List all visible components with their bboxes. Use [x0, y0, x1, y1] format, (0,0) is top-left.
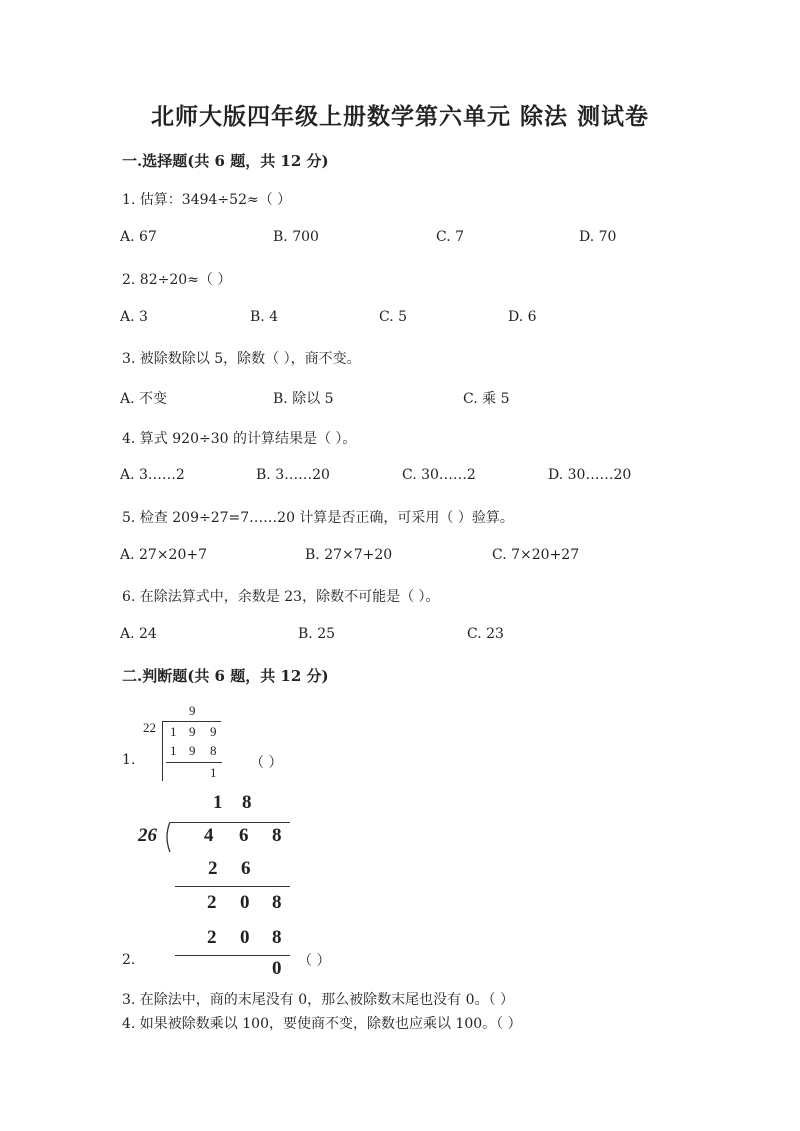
judge-4: 4. 如果被除数乘以 100，要使商不变，除数也应乘以 100。（ ）	[122, 1016, 522, 1032]
j1-product-d3: 8	[210, 743, 217, 758]
j2-sub-bar-1	[175, 886, 290, 887]
j1-product-d2: 9	[189, 743, 196, 758]
q3-option-c[interactable]: C. 乘 5	[463, 391, 510, 407]
question-5: 5. 检查 209÷27=7……20 计算是否正确，可采用（ ）验算。	[122, 510, 514, 526]
q2-option-c[interactable]: C. 5	[379, 309, 408, 325]
j2-quotient-d2: 8	[242, 792, 252, 813]
q5-option-a[interactable]: A. 27×20+7	[120, 547, 208, 563]
j1-remainder: 1	[210, 765, 217, 780]
q1-option-a[interactable]: A. 67	[120, 229, 157, 245]
q2-option-d[interactable]: D. 6	[508, 309, 537, 325]
judge-1-number: 1.	[122, 752, 136, 768]
j2-step2-d1: 2	[207, 892, 217, 913]
judge-1-answer-paren[interactable]: （ ）	[250, 755, 283, 771]
j2-quotient-d1: 1	[213, 792, 223, 813]
j1-bracket	[162, 721, 163, 781]
j1-quotient: 9	[189, 703, 196, 718]
j2-step1-d2: 6	[241, 858, 251, 879]
q6-option-b[interactable]: B. 25	[298, 626, 336, 642]
question-6: 6. 在除法算式中，余数是 23，除数不可能是（ ）。	[122, 589, 440, 605]
j2-dividend-d3: 8	[272, 825, 282, 846]
q4-option-a[interactable]: A. 3……2	[120, 467, 185, 483]
j2-step2-d3: 8	[272, 892, 282, 913]
j2-divisor: 26	[138, 825, 157, 846]
q4-option-b[interactable]: B. 3……20	[256, 467, 330, 483]
q3-option-a[interactable]: A. 不变	[120, 391, 168, 407]
section-judge-heading: 二.判断题(共 6 题，共 12 分)	[122, 667, 329, 685]
j1-product-d1: 1	[170, 743, 177, 758]
q5-option-c[interactable]: C. 7×20+27	[492, 547, 580, 563]
j2-sub-bar-2	[175, 955, 290, 956]
judge-2-number: 2.	[122, 952, 136, 968]
judge-3: 3. 在除法中，商的末尾没有 0，那么被除数末尾也没有 0。（ ）	[122, 992, 514, 1008]
j2-bracket	[162, 822, 174, 852]
j2-step3-d2: 0	[240, 927, 250, 948]
question-4: 4. 算式 920÷30 的计算结果是（ ）。	[122, 431, 357, 447]
q6-option-c[interactable]: C. 23	[467, 626, 504, 642]
q4-option-c[interactable]: C. 30……2	[402, 467, 476, 483]
j1-dividend-d3: 9	[210, 724, 217, 739]
q3-option-b[interactable]: B. 除以 5	[273, 391, 334, 407]
j2-step3-d1: 2	[207, 927, 217, 948]
j1-dividend-d2: 9	[189, 724, 196, 739]
j1-sub-bar	[166, 762, 222, 763]
q5-option-b[interactable]: B. 27×7+20	[305, 547, 393, 563]
j2-dividend-d2: 6	[239, 825, 249, 846]
question-2: 2. 82÷20≈（ ）	[122, 272, 232, 288]
q4-option-d[interactable]: D. 30……20	[548, 467, 632, 483]
j2-step1-d1: 2	[208, 858, 218, 879]
page-title: 北师大版四年级上册数学第六单元 除法 测试卷	[150, 103, 649, 130]
q1-option-d[interactable]: D. 70	[579, 229, 617, 245]
j1-divisor: 22	[143, 720, 156, 735]
j2-step3-d3: 8	[272, 927, 282, 948]
q2-option-a[interactable]: A. 3	[120, 309, 148, 325]
j2-dividend-d1: 4	[204, 825, 214, 846]
q2-option-b[interactable]: B. 4	[250, 309, 279, 325]
j2-remainder: 0	[272, 958, 282, 979]
j2-top-bar	[170, 822, 290, 823]
j2-step2-d2: 0	[240, 892, 250, 913]
q6-option-a[interactable]: A. 24	[120, 626, 157, 642]
question-3: 3. 被除数除以 5，除数（ ），商不变。	[122, 351, 361, 367]
judge-2-answer-paren[interactable]: （ ）	[298, 953, 331, 969]
q1-option-b[interactable]: B. 700	[273, 229, 319, 245]
j1-dividend-d1: 1	[170, 724, 177, 739]
j1-top-bar	[163, 721, 221, 722]
question-1: 1. 估算：3494÷52≈（ ）	[122, 192, 292, 208]
q1-option-c[interactable]: C. 7	[436, 229, 465, 245]
section-choice-heading: 一.选择题(共 6 题，共 12 分)	[122, 152, 329, 170]
